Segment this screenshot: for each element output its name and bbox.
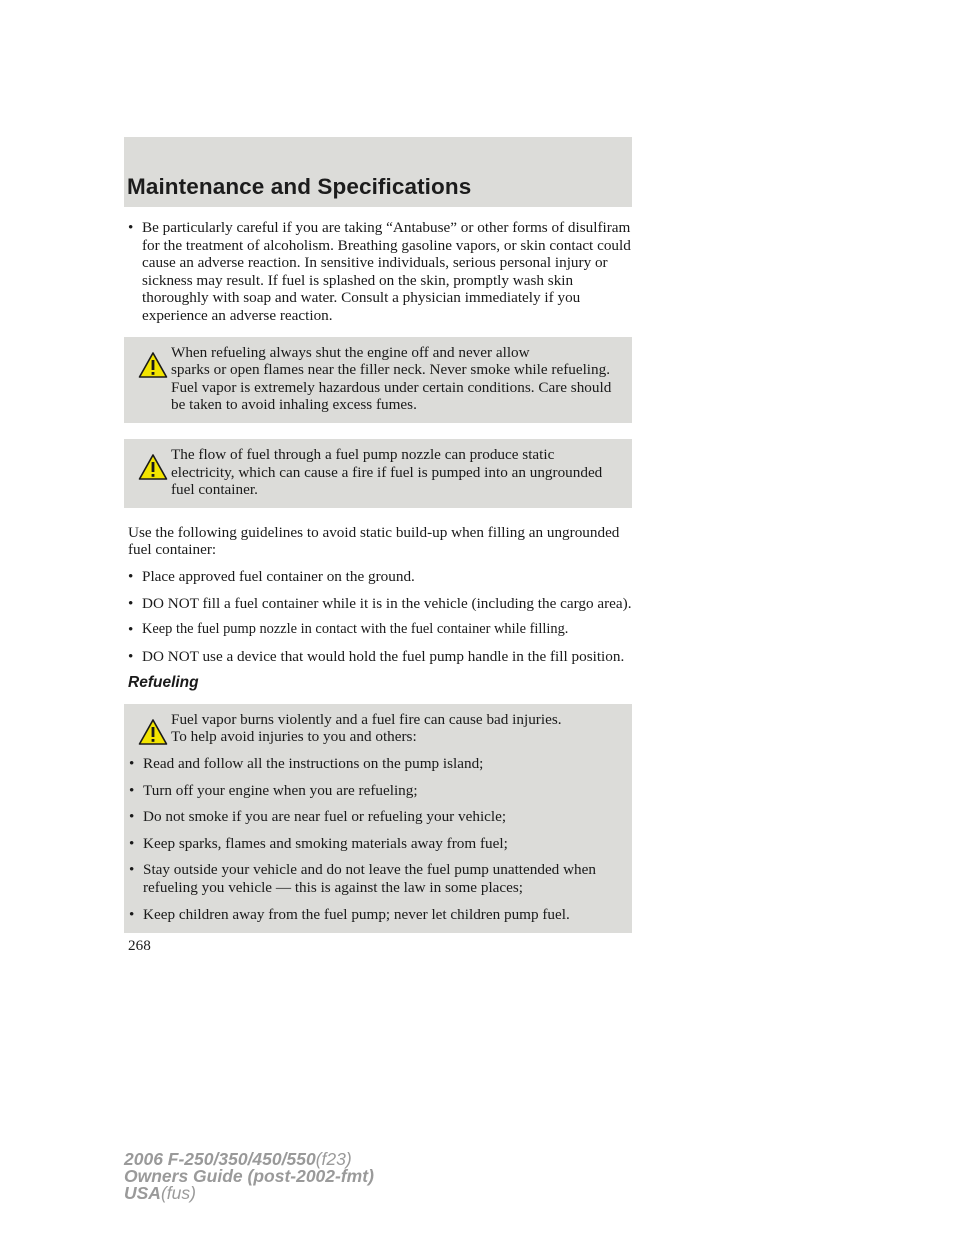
warning-text: sparks or open flames near the filler neck. Never smoke while refueling. Fuel vapor is extremely hazardous under certain conditions. Care should be taken to avoid inhaling excess fumes. xyxy=(171,361,612,414)
bullet-glyph: • xyxy=(128,219,134,236)
warning-box-refueling-engine-off xyxy=(124,337,632,423)
guideline-text: Place approved fuel container on the ground. xyxy=(142,567,415,585)
list-item xyxy=(129,906,628,924)
warning-triangle-icon xyxy=(138,718,168,746)
refueling-rule-text: Stay outside your vehicle and do not leave the fuel pump unattended when refueling you vehicle — this is against the law in some places; xyxy=(143,861,596,897)
bullet-glyph: • xyxy=(129,808,135,826)
refueling-rule-text: Do not smoke if you are near fuel or refueling your vehicle; xyxy=(143,808,507,826)
page-content xyxy=(128,219,632,949)
section-title: Maintenance and Specifications xyxy=(127,174,472,199)
footer-model: 2006 F-250/350/450/550 xyxy=(124,1149,316,1169)
bullet-glyph: • xyxy=(128,647,134,665)
guideline-text: Keep the fuel pump nozzle in contact with the fuel container while filling. xyxy=(142,621,569,638)
bullet-glyph: • xyxy=(129,755,135,773)
list-item xyxy=(129,755,628,773)
list-item xyxy=(128,595,632,613)
refueling-rule-text: Keep sparks, flames and smoking materials away from fuel; xyxy=(143,834,508,852)
warning-text-rest xyxy=(129,361,628,414)
warning-text-line1: Fuel vapor burns violently and a fuel fire can cause bad injuries. xyxy=(171,710,562,728)
antabuse-caution-text: Be particularly careful if you are taking “Antabuse” or other forms of disulfiram for the treatment of alcoholism. Breathing gasoline vapors, or skin contact could cause an adverse reaction. In sensitive individuals, serious personal injury or sickness may result. If fuel is splashed on the skin, promptly wash skin thoroughly with soap and water. Consult a physician immediately if you experience an adverse reaction. xyxy=(142,219,631,324)
list-item xyxy=(128,621,632,639)
page-number: 268 xyxy=(128,937,151,954)
document-footer xyxy=(124,1151,374,1202)
footer-market: USA xyxy=(124,1183,161,1203)
guideline-text: DO NOT use a device that would hold the fuel pump handle in the fill position. xyxy=(142,647,625,665)
footer-line-3 xyxy=(124,1185,374,1202)
list-item xyxy=(128,219,632,325)
warning-text-rest xyxy=(129,464,628,499)
guidelines-intro: Use the following guidelines to avoid static build-up when filling an ungrounded fuel container: xyxy=(128,523,620,559)
list-item xyxy=(128,568,632,586)
bullet-glyph: • xyxy=(129,781,135,799)
warning-text-line2: To help avoid injuries to you and others: xyxy=(171,728,417,746)
list-item xyxy=(128,648,632,666)
list-item xyxy=(129,782,628,800)
warning-triangle-icon xyxy=(138,453,168,481)
warning-box-refueling xyxy=(124,704,632,933)
bullet-glyph: • xyxy=(129,834,135,852)
guideline-text: DO NOT fill a fuel container while it is in the vehicle (including the cargo area). xyxy=(142,594,632,612)
refueling-rule-text: Read and follow all the instructions on the pump island; xyxy=(143,755,484,773)
warning-text: electricity, which can cause a fire if fuel is pumped into an ungrounded fuel container. xyxy=(171,463,603,499)
footer-market-code: (fus) xyxy=(160,1183,196,1203)
refueling-heading: Refueling xyxy=(128,674,199,692)
list-item xyxy=(129,835,628,853)
bullet-glyph: • xyxy=(128,567,134,585)
bullet-glyph: • xyxy=(128,621,134,639)
footer-model-code: (f23) xyxy=(315,1149,352,1169)
footer-line-2: Owners Guide (post-2002-fmt) xyxy=(124,1166,374,1186)
bullet-glyph: • xyxy=(129,861,135,879)
bullet-glyph: • xyxy=(129,905,135,923)
warning-text-line1: The flow of fuel through a fuel pump nozzle can produce static xyxy=(171,445,555,463)
warning-triangle-icon xyxy=(138,351,168,379)
refueling-rule-text: Turn off your engine when you are refueling; xyxy=(143,781,418,799)
refueling-rule-text: Keep children away from the fuel pump; never let children pump fuel. xyxy=(143,905,570,923)
warning-box-static-electricity xyxy=(124,439,632,508)
warning-text-line1: When refueling always shut the engine off and never allow xyxy=(171,343,530,361)
bullet-glyph: • xyxy=(128,594,134,612)
list-item xyxy=(129,808,628,826)
list-item xyxy=(129,861,628,896)
